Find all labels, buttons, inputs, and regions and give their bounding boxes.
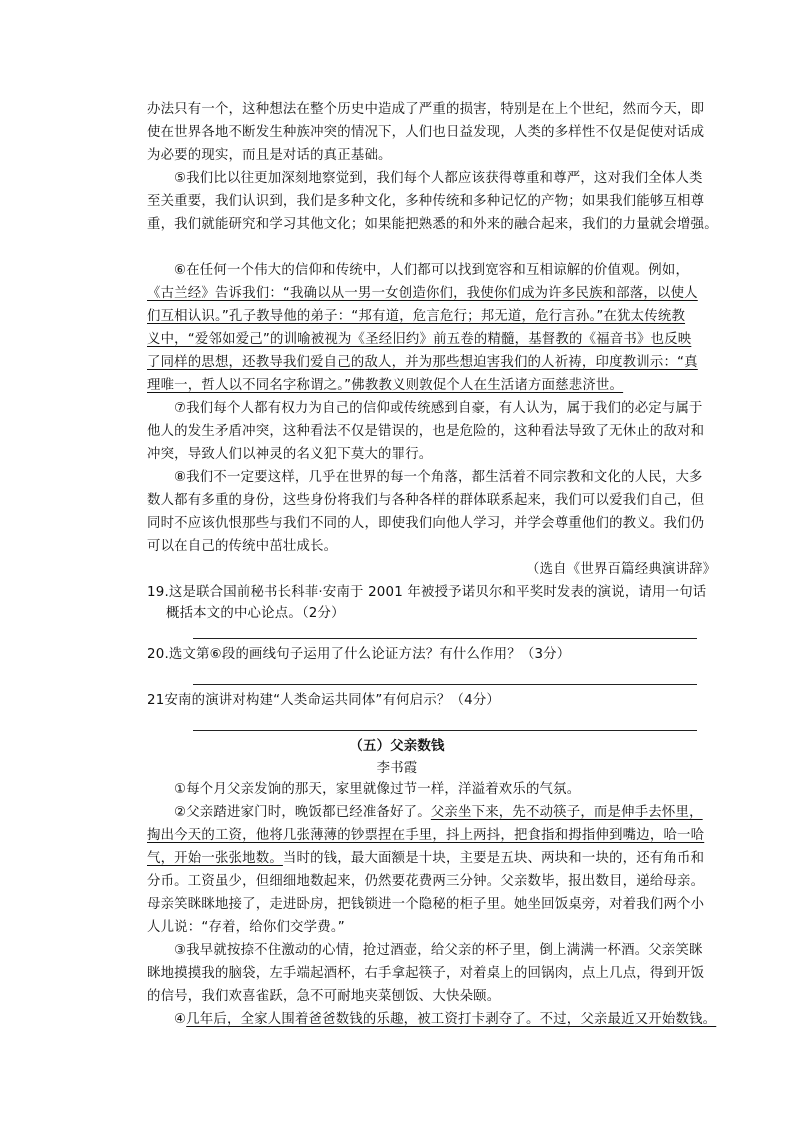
question-20: 20.选文第⑥段的画线句子运用了什么论证方法？有什么作用？（3分） xyxy=(147,647,571,662)
question-21: 21安南的演讲对构建“人类命运共同体”有何启示？（4分） xyxy=(147,693,501,708)
answer-line-19[interactable] xyxy=(193,638,697,639)
p2-line1-plain: ②父亲踏进家门时，晚饭都已经准备好了。 xyxy=(174,805,431,820)
paragraph-6-underlined-line: 们互相认识。”孔子教导他的弟子：“邦有道，危言危行；邦无道，危行言孙。”在犹太传统教 xyxy=(147,309,686,324)
p2-line1-underlined: 父亲坐下来，先不动筷子，而是伸手去怀里， xyxy=(430,805,703,820)
p5-paragraph-1: ①每个月父亲发饷的那天，家里就像过节一样，洋溢着欢乐的气氛。 xyxy=(174,782,581,797)
text-line: 使在世界各地不断发生种族冲突的情况下，人们也日益发现，人类的多样性不仅是促使对话成 xyxy=(147,125,705,140)
p4-number: ④ xyxy=(174,1012,187,1027)
p5-paragraph-2-line: 母亲笑眯眯地接了，走进卧房，把钱锁进一个隐秘的柜子里。她坐回饭桌旁，对着我们两个小 xyxy=(147,897,705,912)
paragraph-8-line: 可以在自己的传统中茁壮成长。 xyxy=(147,539,338,554)
p5-paragraph-2-line xyxy=(147,850,704,868)
paragraph-8-line: ⑧我们不一定要这样，几乎在世界的每一个角落，都生活着不同宗教和文化的人民，大多 xyxy=(174,470,703,485)
paragraph-6-underlined-line: 义中，“爱邻如爱己”的训喻被视为《圣经旧约》前五卷的精髓，基督教的《福音书》也反映 xyxy=(147,332,692,347)
paragraph-7-line: 冲突，导致人们以神灵的名义犯下莫大的罪行。 xyxy=(147,447,433,462)
paragraph-5-line: ⑤我们比以往更加深刻地察觉到，我们每个人都应该获得尊重和尊严，这对我们全体人类 xyxy=(174,171,703,186)
passage-title: （五）父亲数钱 xyxy=(349,739,445,754)
p5-paragraph-3-line: ③我早就按捺不住激动的心情，抢过酒壶，给父亲的杯子里，倒上满满一杯酒。父亲笑眯 xyxy=(174,943,703,958)
p2-line3-underlined: 气，开始一张张地数。 xyxy=(147,851,283,866)
p5-paragraph-4-line xyxy=(174,1011,716,1029)
p5-paragraph-2-line xyxy=(174,804,703,822)
question-19: 19.这是联合国前秘书长科菲·安南于 2001 年被授予诺贝尔和平奖时发表的演说，请用一句话 xyxy=(147,585,707,600)
paragraph-8-line: 同时不应该仇恨那些与我们不同的人，即使我们向他人学习，并学会尊重他们的教义。我们仍 xyxy=(147,516,705,531)
p5-paragraph-2-line: 分币。工资虽少，但细细地数起来，仍然要花费两三分钟。父亲数毕，报出数目，递给母亲。 xyxy=(147,874,705,889)
paragraph-5-line: 重，我们就能研究和学习其他文化；如果能把熟悉的和外来的融合起来，我们的力量就会增强。 xyxy=(147,217,718,232)
answer-line-21[interactable] xyxy=(193,730,697,731)
p5-paragraph-2-line: 人儿说：“存着，给你们交学费。” xyxy=(147,920,345,935)
question-19-cont: 概括本文的中心论点。（2分） xyxy=(166,606,345,621)
text-line: 为必要的现实，而且是对话的真正基础。 xyxy=(147,148,392,163)
paragraph-7-line: 他人的发生矛盾冲突，这种看法不仅是错误的，也是危险的，这种看法导致了无休止的敌对和 xyxy=(147,424,705,439)
passage-author: 李书霞 xyxy=(376,761,418,776)
paragraph-6-underlined-line: 《古兰经》告诉我们：“我确以从一男一女创造你们，我使你们成为许多民族和部落，以使人 xyxy=(147,286,698,301)
p5-paragraph-3-line: 的信号，我们欢喜雀跃，急不可耐地夹菜刨饭、大快朵颐。 xyxy=(147,989,501,1004)
paragraph-8-line: 数人都有多重的身份，这些身份将我们与各种各样的群体联系起来，我们可以爱我们自己，但 xyxy=(147,493,705,508)
source-citation: （选自《世界百篇经典演讲辞》 xyxy=(526,562,717,577)
text-line: 办法只有一个，这种想法在整个历史中造成了严重的损害，特别是在上个世纪，然而今天，即 xyxy=(147,102,705,117)
paragraph-6-underlined-line: 了同样的思想，还教导我们爱自己的敌人，并为那些想迫害我们的人祈祷，印度教训示：“真 xyxy=(147,355,698,370)
paragraph-6-underlined-line: 理唯一，哲人以不同名字称谓之。”佛教教义则敦促个人在生活诸方面慈悲济世。 xyxy=(147,378,624,393)
answer-line-20[interactable] xyxy=(193,684,697,685)
p5-paragraph-2-underlined-line: 掏出今天的工资，他将几张薄薄的钞票捏在手里，抖上两抖，把食指和拇指伸到嘴边，哈一哈 xyxy=(147,828,705,843)
p2-line3-plain: 当时的钱，最大面额是十块，主要是五块、两块和一块的，还有角币和 xyxy=(282,851,705,866)
paragraph-7-line: ⑦我们每个人都有权力为自己的信仰或传统感到自豪，有人认为，属于我们的必定与属于 xyxy=(174,401,703,416)
paragraph-5-line: 至关重要，我们认识到，我们是多种文化，多种传统和多种记忆的产物；如果我们能够互相尊 xyxy=(147,194,705,209)
paragraph-6-line: ⑥在任何一个伟大的信仰和传统中，人们都可以找到宽容和互相谅解的价值观。例如， xyxy=(174,263,690,278)
p4-underlined: 几年后，全家人围着爸爸数钱的乐趣，被工资打卡剥夺了。不过，父亲最近又开始数钱。 xyxy=(186,1012,717,1027)
p5-paragraph-3-line: 眯地摸摸我的脑袋，左手端起酒杯，右手拿起筷子，对着桌上的回锅肉，点上几点，得到开饭 xyxy=(147,966,705,981)
